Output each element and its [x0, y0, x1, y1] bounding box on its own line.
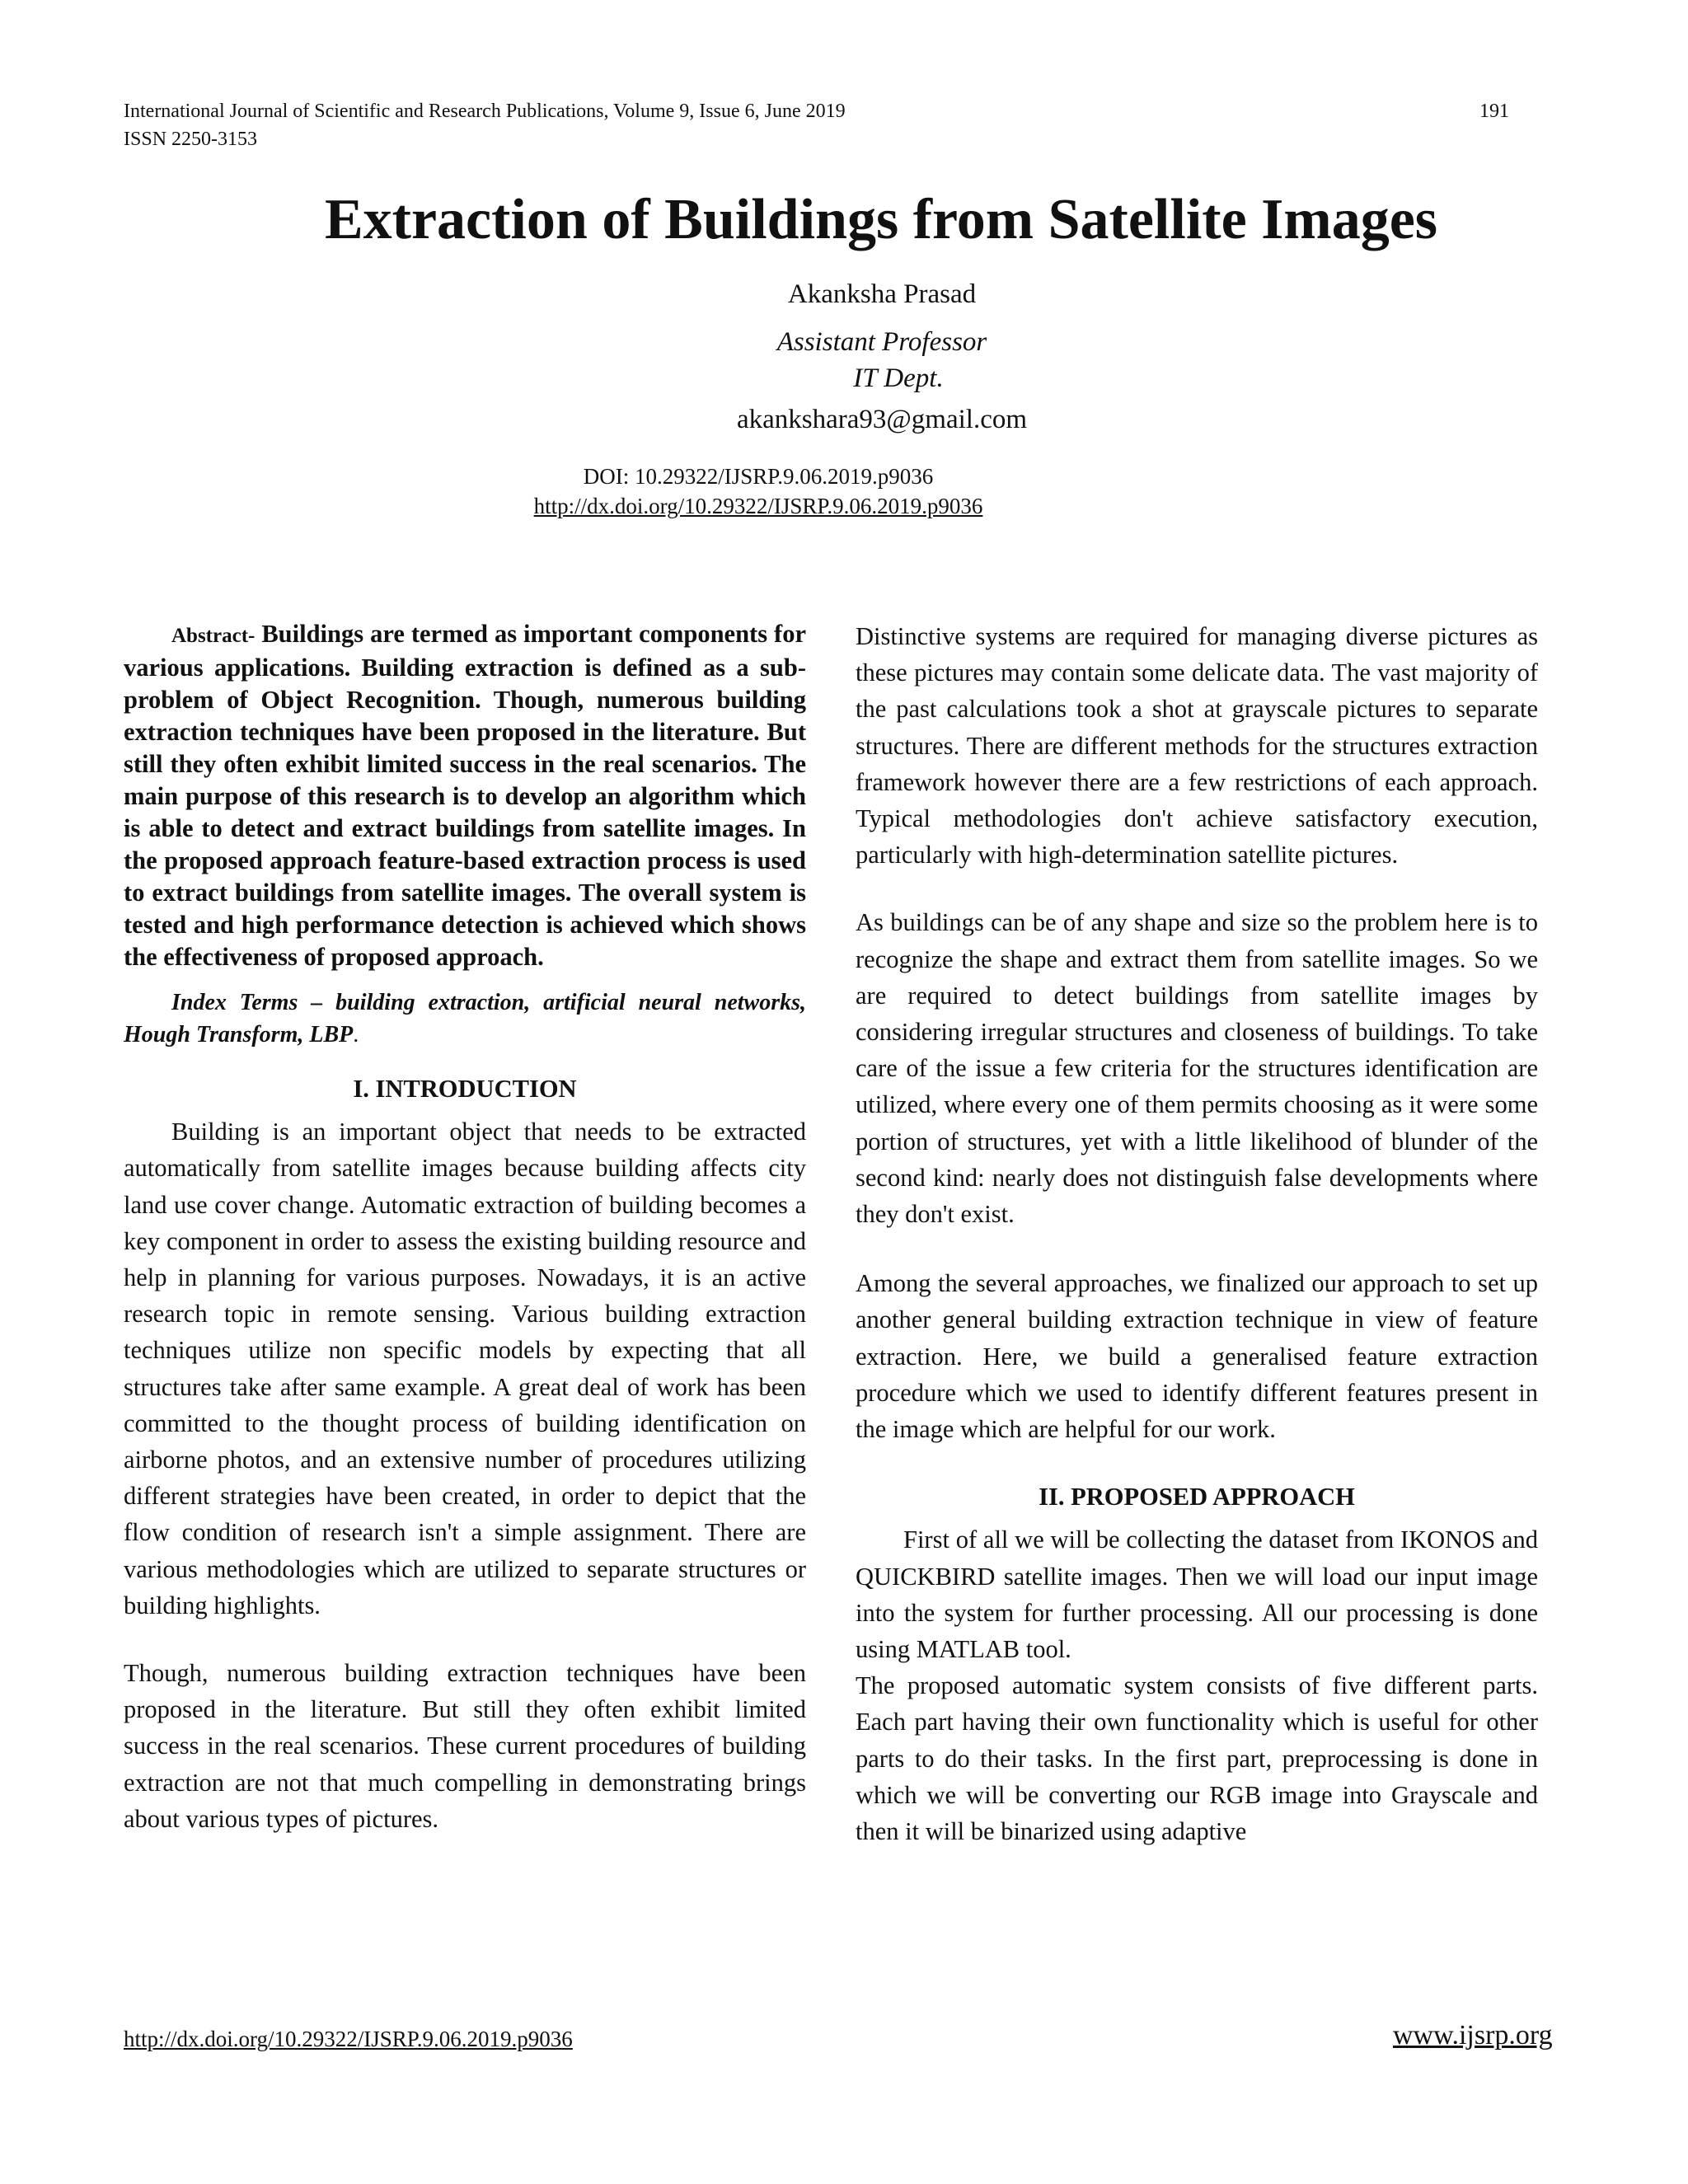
- index-terms: [124, 987, 806, 1051]
- index-terms-period: .: [353, 1022, 359, 1047]
- running-header: [124, 97, 846, 153]
- author-name: Akanksha Prasad: [787, 279, 977, 309]
- intro-paragraph-2: Though, numerous building extraction techniques have been proposed in the literature. But still they often exhibit limited success in the real scenarios. These current procedures of building extraction are not that much compelling in demonstrating brings about various types of pictures.: [124, 1659, 806, 1833]
- author-department: IT Dept.: [853, 363, 944, 393]
- abstract-text: Buildings are termed as important components for various applications. Building extraction is defined as a sub-problem of Object Recognition. Though, numerous building extraction techniques have been proposed in the literature. But still they often exhibit limited success in the real scenarios. The main purpose of this research is to develop an algorithm which is able to detect and extract buildings from satellite images. In the proposed approach feature-based extraction process is used to extract buildings from satellite images. The overall system is tested and high performance detection is achieved which shows the effectiveness of proposed approach.: [124, 620, 806, 971]
- author-email[interactable]: akankshara93@gmail.com: [736, 405, 1028, 434]
- right-column: [856, 618, 1538, 1849]
- index-terms-text: Index Terms – building extraction, artificial neural networks, Hough Transform, LBP: [124, 990, 806, 1047]
- right-paragraph-2: As buildings can be of any shape and size so the problem here is to recognize the shape and extract them from satellite images. So we are required to detect buildings from satellite images by considering irregular structures and closeness of buildings. To take care of the issue a few criteria for the structures identification are utilized, where every one of them permits choosing as it were some portion of structures, yet with a little likelihood of blunder of the second kind: nearly does not distinguish false developments where they don't exist.: [856, 908, 1538, 1229]
- page-number: 191: [1479, 101, 1509, 122]
- intro-number: I. I: [353, 1075, 386, 1103]
- doi-link[interactable]: [0, 491, 1640, 521]
- footer-website[interactable]: www.ijsrp.org: [1393, 2020, 1553, 2050]
- doi-url[interactable]: http://dx.doi.org/10.29322/IJSRP.9.06.2019.p9036: [533, 494, 983, 518]
- proposed-paragraph-1: First of all we will be collecting the dataset from IKONOS and QUICKBIRD satellite images. Then we will load our input image into the system for further processing. All our processing is done using MATLAB tool.: [856, 1526, 1538, 1664]
- journal-line: International Journal of Scientific and Research Publications, Volume 9, Issue 6, June 2019: [124, 101, 846, 122]
- intro-paragraph-1: Building is an important object that needs to be extracted automatically from satellite images because building affects city land use cover change. Automatic extraction of building becomes a key component in order to assess the existing building resource and help in planning for various purposes. Nowadays, it is an active research topic in remote sensing. Various building extraction techniques utilize non specific models by expecting that all structures take after same example. A great deal of work has been committed to the thought process of building identification on airborne photos, and an extensive number of procedures utilizing different strategies have been created, in order to depict that the flow condition of research isn't a simple assignment. There are various methodologies which are utilized to separate structures or building highlights.: [124, 1118, 806, 1619]
- intro-rest: NTRODUCTION: [385, 1075, 577, 1103]
- doi-label: DOI: 10.29322/IJSRP.9.06.2019.p9036: [583, 464, 934, 489]
- proposed-paragraph-2: The proposed automatic system consists of five different parts. Each part having their own functionality which is useful for other parts to do their tasks. In the first part, preprocessing is done in which we will be converting our RGB image into Grayscale and then it will be binarized using adaptive: [856, 1671, 1538, 1846]
- issn: ISSN 2250-3153: [124, 129, 258, 150]
- left-column: [124, 618, 806, 1837]
- right-paragraph-1: Distinctive systems are required for managing diverse pictures as these pictures may contain some delicate data. The vast majority of the past calculations took a shot at grayscale pictures to separate structures. There are different methods for the structures extraction framework however there are a few restrictions of each approach. Typical methodologies don't achieve satisfactory execution, particularly with high-determination satellite pictures.: [856, 622, 1538, 869]
- footer-doi-link[interactable]: [124, 2024, 573, 2054]
- abstract: [124, 618, 806, 973]
- paper-title: Extraction of Buildings from Satellite Images: [324, 188, 1438, 251]
- section-heading-proposed: II. PROPOSED APPROACH: [1039, 1483, 1355, 1511]
- section-heading-introduction: [124, 1071, 806, 1107]
- right-paragraph-3: Among the several approaches, we finalized our approach to set up another general building extraction technique in view of feature extraction. Here, we build a generalised feature extraction procedure which we used to identify different features present in the image which are helpful for our work.: [856, 1269, 1538, 1444]
- author-role: Assistant Professor: [776, 327, 987, 357]
- abstract-label: Abstract-: [171, 625, 256, 647]
- footer-doi-url[interactable]: http://dx.doi.org/10.29322/IJSRP.9.06.2019.p9036: [124, 2027, 573, 2051]
